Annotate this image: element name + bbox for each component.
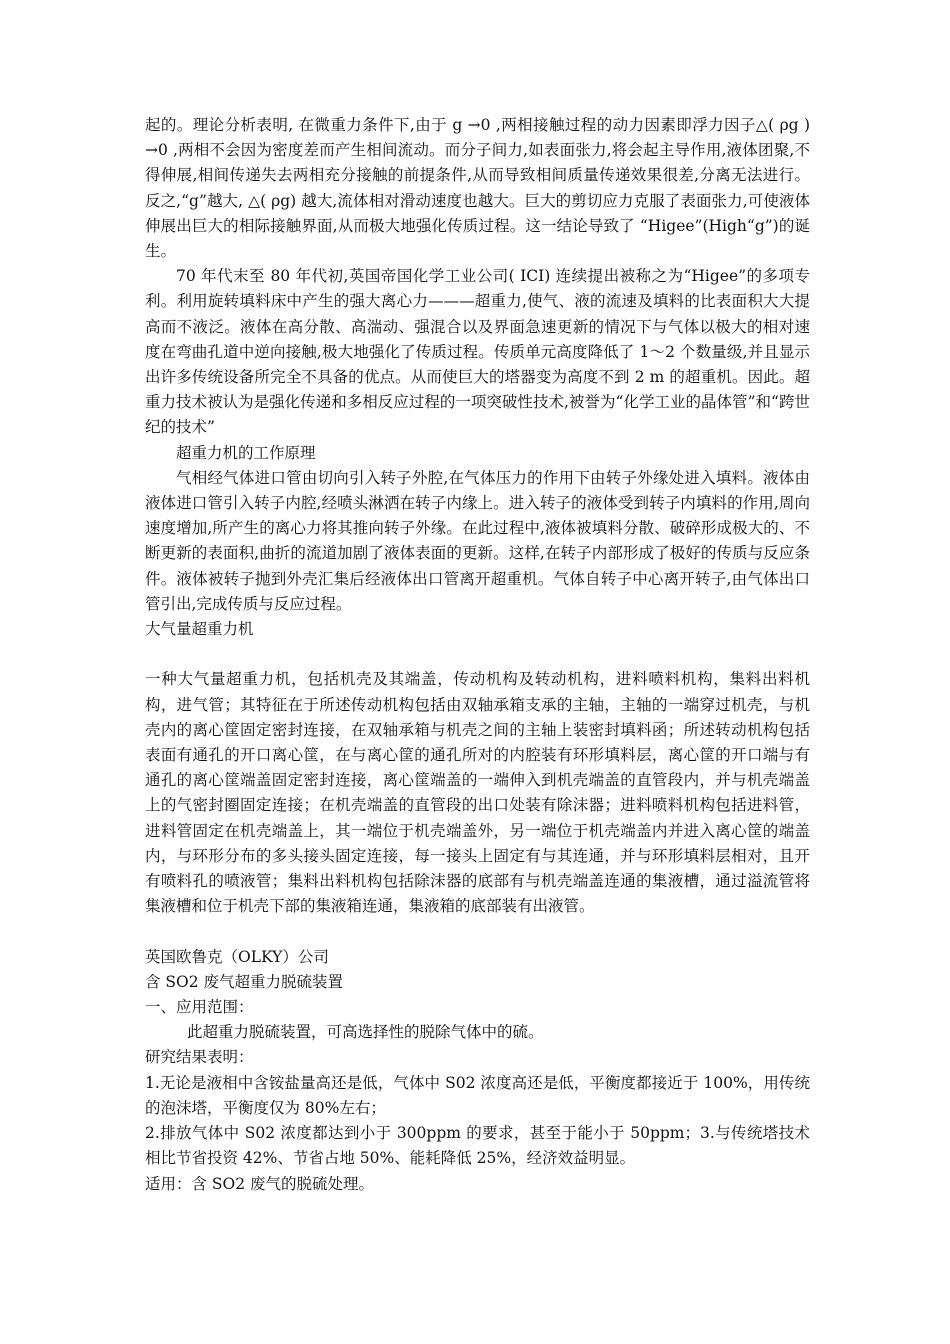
result-item-1: 1.无论是液相中含铵盐量高还是低，气体中 S02 浓度高还是低，平衡度都接近于 100%，用传统的泡沫塔，平衡度仅为 80%左右； [145, 1073, 810, 1117]
paragraph-theory: 起的。理论分析表明, 在微重力条件下,由于 g →0 ,两相接触过程的动力因素即浮力因子△( ρg ) →0 ,两相不会因为密度差而产生相间流动。而分子间力,如表面张力,将会起主导作用,液体团聚,不得伸展,相间传递失去两相充分接触的前提条件,从而导致相间质量传递效果很差,分离无法进行。反之,“g”越大, △( ρg) 越大,流体相对滑动速度也越大。巨大的剪切应力克服了表面张力,可使液体伸展出巨大的相际接触界面,从而极大地强化传质过程。这一结论导致了 “Higee”(High“g”)的诞生。 [145, 116, 810, 261]
scope-text: 此超重力脱硫装置，可高选择性的脱除气体中的硫。 [187, 1023, 544, 1042]
company-name: 英国欧鲁克（OLKY）公司 [145, 947, 329, 966]
blank-line [145, 642, 810, 667]
scope-heading: 一、应用范围： [145, 998, 254, 1017]
paragraph-working-principle: 气相经气体进口管由切向引入转子外腔,在气体压力的作用下由转子外缘处进入填料。液体由液体进口管引入转子内腔,经喷头淋洒在转子内缘上。进入转子的液体受到转子内填料的作用,周向速度增加,所产生的离心力将其推向转子外缘。在此过程中,液体被填料分散、破碎形成极大的、不断更新的表面积,曲折的流道加剧了液体表面的更新。这样,在转子内部形成了极好的传质与反应条件。液体被转子抛到外壳汇集后经液体出口管离开超重机。气体自转子中心离开转子,由气体出口管引出,完成传质与反应过程。 [145, 468, 810, 613]
results-heading: 研究结果表明： [145, 1048, 254, 1067]
paragraph-patent-description: 一种大气量超重力机，包括机壳及其端盖，传动机构及转动机构，进料喷料机构，集料出料机构，进气管；其特征在于所述传动机构包括由双轴承箱支承的主轴，主轴的一端穿过机壳，与机壳内的离心筐固定密封连接，在双轴承箱与机壳之间的主轴上装密封填料函；所述转动机构包括表面有通孔的开口离心筐，在与离心筐的通孔所对的内腔装有环形填料层，离心筐的开口端与有通孔的离心筐端盖固定密封连接，离心筐端盖的一端伸入到机壳端盖的直管段内，并与机壳端盖上的气密封圈固定连接；在机壳端盖的直管段的出口处装有除沫器；进料喷料机构包括进料管，进料管固定在机壳端盖上，其一端位于机壳端盖外，另一端位于机壳端盖内并进入离心筐的端盖内，与环形分布的多头接头固定连接，每一接头上固定有与其连通，并与环形填料层相对，且开有喷料孔的喷液管；集料出料机构包括除沫器的底部有与机壳端盖连通的集液槽，通过溢流管将集液槽和位于机壳下部的集液箱连通，集液箱的底部装有出液管。 [145, 670, 810, 916]
applicable-text: 适用：含 SO2 废气的脱硫处理。 [145, 1174, 375, 1193]
blank-line [145, 919, 810, 944]
result-item-2-3: 2.排放气体中 S02 浓度都达到小于 300ppm 的要求，甚至于能小于 50ppm；3.与传统塔技术相比节省投资 42%、节省占地 50%、能耗降低 25%，经济效益明显。 [145, 1124, 810, 1168]
heading-working-principle: 超重力机的工作原理 [176, 443, 316, 462]
document-page [145, 113, 810, 1197]
device-title: 含 SO2 废气超重力脱硫装置 [145, 972, 344, 991]
paragraph-higee-history: 70 年代末至 80 年代初,英国帝国化学工业公司( ICI) 连续提出被称之为“Higee”的多项专利。利用旋转填料床中产生的强大离心力———超重力,使气、液的流速及填料的比表面积大大提高而不液泛。液体在高分散、高湍动、强混合以及界面急速更新的情况下与气体以极大的相对速度在弯曲孔道中逆向接触,极大地强化了传质过程。传质单元高度降低了 1～2 个数量级,并且显示出许多传统设备所完全不具备的优点。从而使巨大的塔器变为高度不到 2 m 的超重机。因此。超重力技术被认为是强化传递和多相反应过程的一项突破性技术,被誉为“化学工业的晶体管”和“跨世纪的技术” [145, 267, 810, 437]
heading-large-gas-machine: 大气量超重力机 [145, 620, 254, 639]
